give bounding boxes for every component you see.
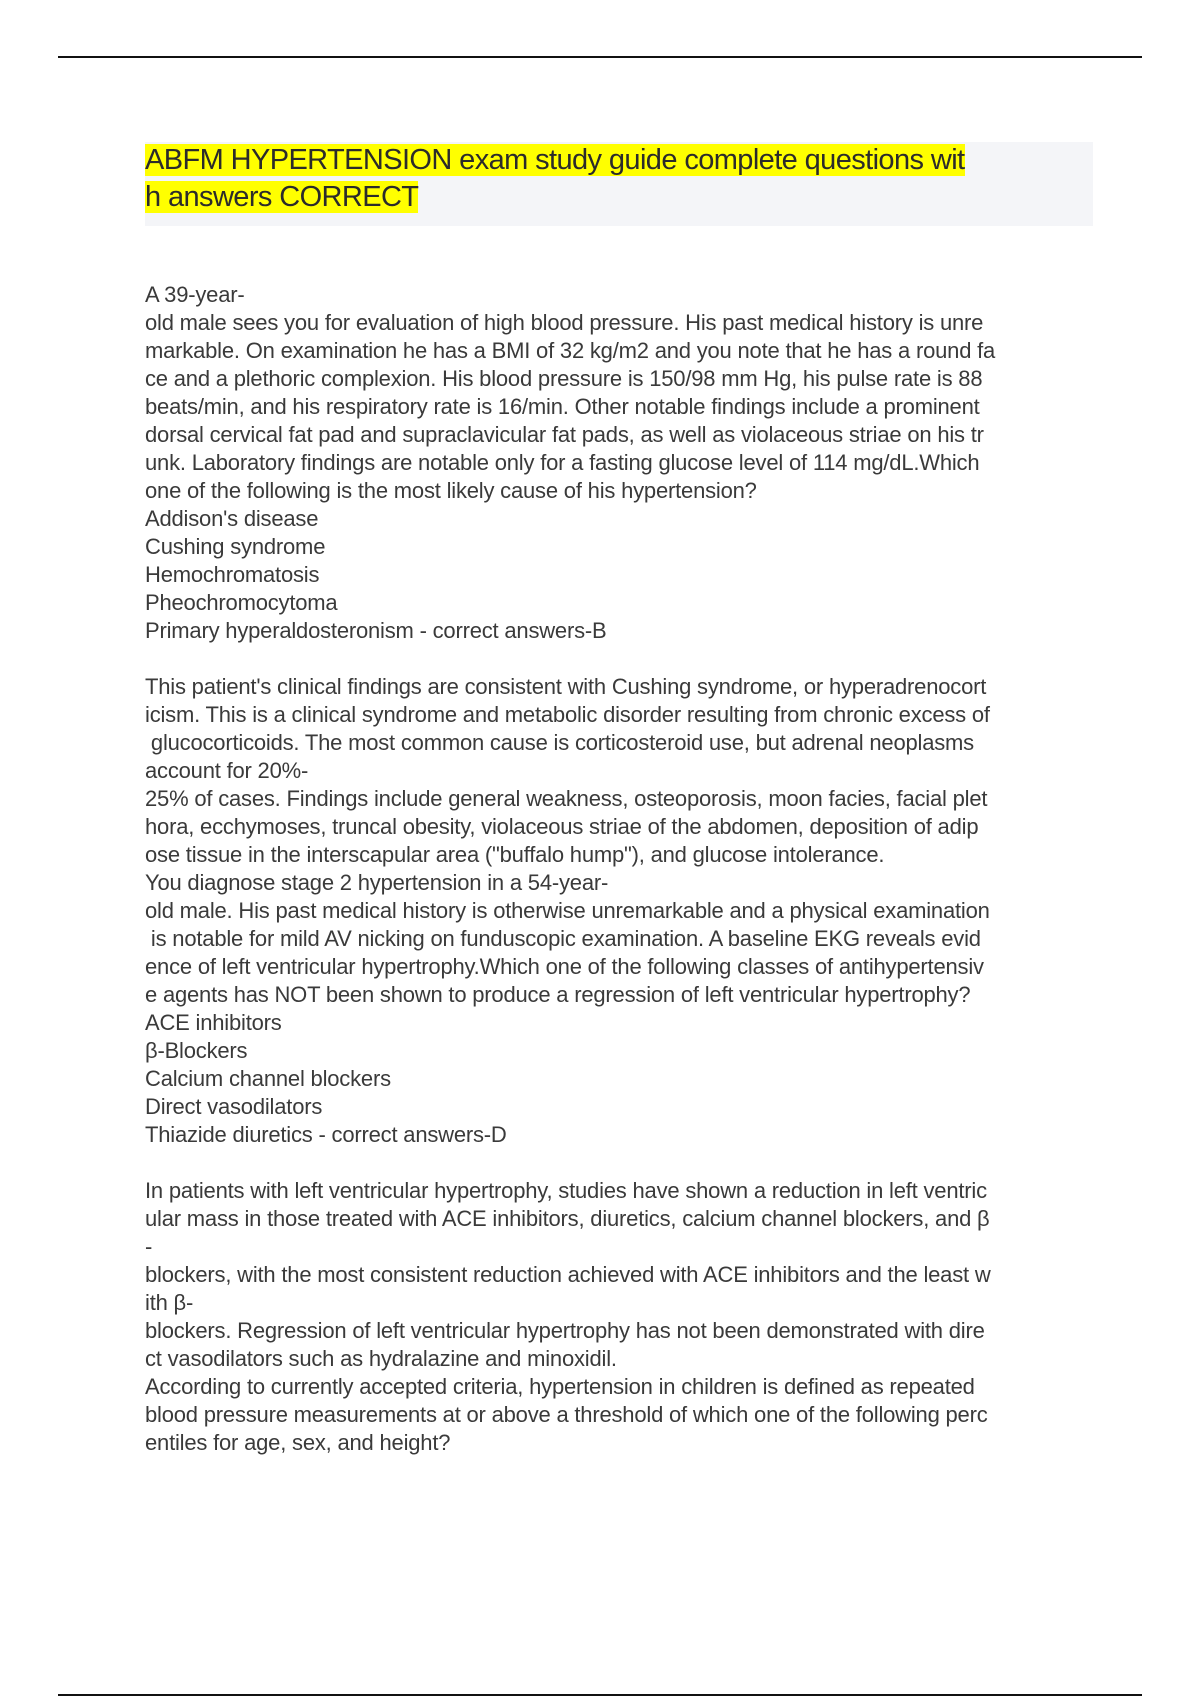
- text-line: A 39-year-: [145, 282, 245, 307]
- text-line: blood pressure measurements at or above a threshold of which one of the following perc: [145, 1402, 988, 1427]
- text-line: ct vasodilators such as hydralazine and minoxidil.: [145, 1346, 617, 1371]
- text-line: old male sees you for evaluation of high blood pressure. His past medical history is unre: [145, 310, 984, 335]
- text-line: dorsal cervical fat pad and supraclavicular fat pads, as well as violaceous striae on his tr: [145, 422, 984, 447]
- text-line: You diagnose stage 2 hypertension in a 54-year-: [145, 870, 609, 895]
- text-line: ose tissue in the interscapular area ("buffalo hump"), and glucose intolerance.: [145, 842, 885, 867]
- text-line: ith β-: [145, 1290, 194, 1315]
- text-line: In patients with left ventricular hypertrophy, studies have shown a reduction in left ventric: [145, 1178, 987, 1203]
- title-line-2: h answers CORRECT: [145, 181, 419, 213]
- bottom-rule: [58, 1694, 1142, 1696]
- text-line: blockers, with the most consistent reduction achieved with ACE inhibitors and the least w: [145, 1262, 991, 1287]
- text-line: account for 20%-: [145, 758, 309, 783]
- answer-option: Thiazide diuretics - correct answers-D: [145, 1122, 507, 1147]
- text-line: ence of left ventricular hypertrophy.Which one of the following classes of antihypertensiv: [145, 954, 984, 979]
- text-line: one of the following is the most likely cause of his hypertension?: [145, 478, 757, 503]
- text-line: icism. This is a clinical syndrome and metabolic disorder resulting from chronic excess of: [145, 702, 990, 727]
- text-line: beats/min, and his respiratory rate is 16/min. Other notable findings include a prominent: [145, 394, 980, 419]
- explanation-1-and-question-2: [145, 673, 1095, 1149]
- text-line: According to currently accepted criteria, hypertension in children is defined as repeated: [145, 1374, 975, 1399]
- title-line-1: ABFM HYPERTENSION exam study guide complete questions wit: [145, 144, 965, 176]
- answer-option: Hemochromatosis: [145, 562, 320, 587]
- explanation-2-and-question-3: [145, 1177, 1095, 1457]
- document-title: [145, 142, 1093, 216]
- text-line: -: [145, 1234, 153, 1259]
- title-block: [145, 142, 1093, 226]
- question-1: [145, 281, 1095, 645]
- answer-option: β-Blockers: [145, 1038, 248, 1063]
- answer-option: Calcium channel blockers: [145, 1066, 391, 1091]
- text-line: markable. On examination he has a BMI of 32 kg/m2 and you note that he has a round fa: [145, 338, 996, 363]
- text-line: e agents has NOT been shown to produce a regression of left ventricular hypertrophy?: [145, 982, 971, 1007]
- answer-option: Addison's disease: [145, 506, 319, 531]
- text-line: glucocorticoids. The most common cause is corticosteroid use, but adrenal neoplasms: [145, 730, 974, 755]
- paragraph-gap: [145, 1149, 1095, 1177]
- text-line: is notable for mild AV nicking on funduscopic examination. A baseline EKG reveals evid: [145, 926, 981, 951]
- answer-option: Pheochromocytoma: [145, 590, 338, 615]
- paragraph-gap: [145, 645, 1095, 673]
- text-line: unk. Laboratory findings are notable only for a fasting glucose level of 114 mg/dL.Which: [145, 450, 980, 475]
- answer-option: Direct vasodilators: [145, 1094, 323, 1119]
- answer-option: ACE inhibitors: [145, 1010, 282, 1035]
- text-line: 25% of cases. Findings include general weakness, osteoporosis, moon facies, facial plet: [145, 786, 988, 811]
- answer-option: Primary hyperaldosteronism - correct answers-B: [145, 618, 607, 643]
- text-line: This patient's clinical findings are consistent with Cushing syndrome, or hyperadrenocort: [145, 674, 987, 699]
- text-line: old male. His past medical history is otherwise unremarkable and a physical examination: [145, 898, 990, 923]
- text-line: hora, ecchymoses, truncal obesity, violaceous striae of the abdomen, deposition of adip: [145, 814, 979, 839]
- answer-option: Cushing syndrome: [145, 534, 326, 559]
- text-line: blockers. Regression of left ventricular hypertrophy has not been demonstrated with dire: [145, 1318, 985, 1343]
- top-rule: [58, 56, 1142, 58]
- text-line: ular mass in those treated with ACE inhibitors, diuretics, calcium channel blockers, and β: [145, 1206, 990, 1231]
- document-body: [145, 281, 1095, 1457]
- text-line: entiles for age, sex, and height?: [145, 1430, 451, 1455]
- text-line: ce and a plethoric complexion. His blood pressure is 150/98 mm Hg, his pulse rate is 88: [145, 366, 983, 391]
